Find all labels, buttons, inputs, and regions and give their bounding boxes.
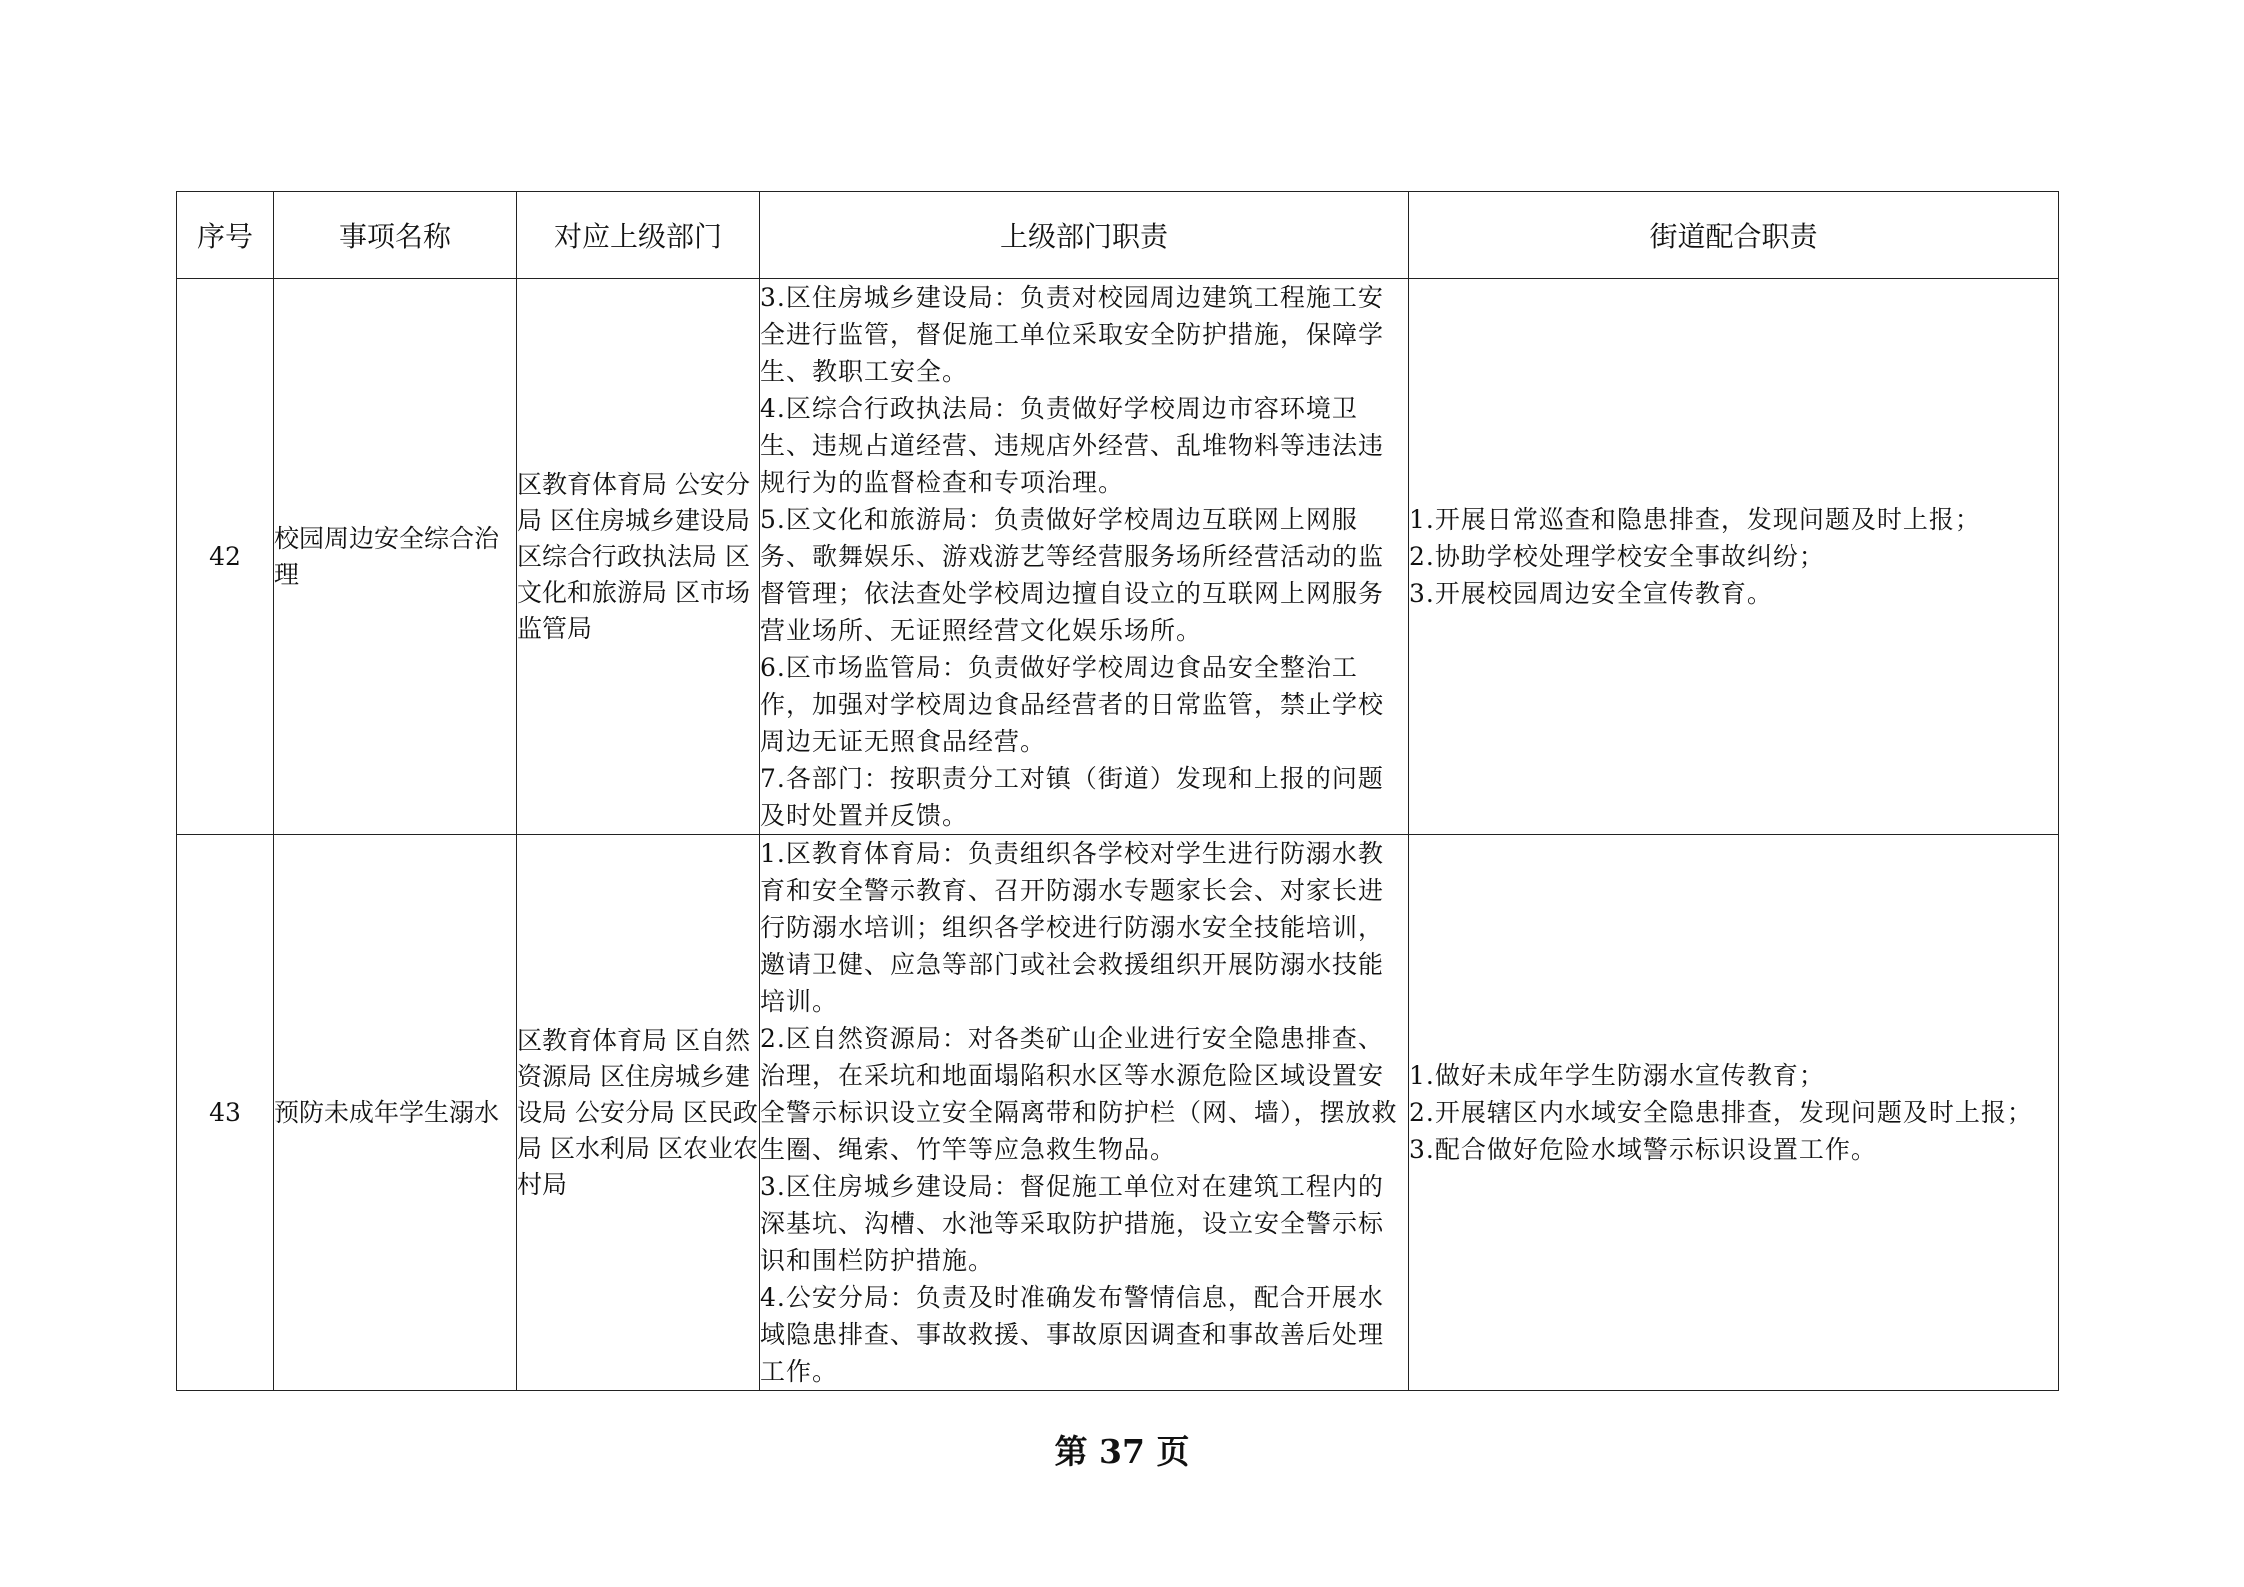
row-street-coop: 1.做好未成年学生防溺水宣传教育； 2.开展辖区内水域安全隐患排查，发现问题及时上报； 3.配合做好危险水域警示标识设置工作。 bbox=[1409, 835, 2059, 1391]
table-header-row bbox=[177, 192, 2059, 279]
row-item-name: 预防未成年学生溺水 bbox=[274, 835, 517, 1391]
row-superior-duty: 1.区教育体育局：负责组织各学校对学生进行防溺水教育和安全警示教育、召开防溺水专题家长会、对家长进行防溺水培训；组织各学校进行防溺水安全技能培训，邀请卫健、应急等部门或社会救援组织开展防溺水技能培训。 2.区自然资源局：对各类矿山企业进行安全隐患排查、治理，在采坑和地面塌陷积水区等水源危险区域设置安全警示标识设立安全隔离带和防护栏（网、墙），摆放救生圈、绳索、竹竿等应急救生物品。 3.区住房城乡建设局：督促施工单位对在建筑工程内的深基坑、沟槽、水池等采取防护措施，设立安全警示标识和围栏防护措施。 4.公安分局：负责及时准确发布警情信息，配合开展水域隐患排查、事故救援、事故原因调查和事故善后处理工作。 bbox=[760, 835, 1409, 1391]
row-superior-dept: 区教育体育局 公安分局 区住房城乡建设局 区综合行政执法局 区文化和旅游局 区市场监管局 bbox=[517, 279, 760, 835]
header-seq: 序号 bbox=[177, 192, 274, 279]
row-superior-duty: 3.区住房城乡建设局：负责对校园周边建筑工程施工安全进行监管，督促施工单位采取安全防护措施，保障学生、教职工安全。 4.区综合行政执法局：负责做好学校周边市容环境卫生、违规占道经营、违规店外经营、乱堆物料等违法违规行为的监督检查和专项治理。 5.区文化和旅游局：负责做好学校周边互联网上网服务、歌舞娱乐、游戏游艺等经营服务场所经营活动的监督管理；依法查处学校周边擅自设立的互联网上网服务营业场所、无证照经营文化娱乐场所。 6.区市场监管局：负责做好学校周边食品安全整治工作，加强对学校周边食品经营者的日常监管，禁止学校周边无证无照食品经营。 7.各部门：按职责分工对镇（街道）发现和上报的问题及时处置并反馈。 bbox=[760, 279, 1409, 835]
table-row bbox=[177, 835, 2059, 1391]
row-seq: 42 bbox=[177, 279, 274, 835]
row-superior-dept: 区教育体育局 区自然资源局 区住房城乡建设局 公安分局 区民政局 区水利局 区农业农村局 bbox=[517, 835, 760, 1391]
header-street-coop: 街道配合职责 bbox=[1409, 192, 2059, 279]
page-number: 第 37 页 bbox=[1054, 1432, 1190, 1471]
row-seq: 43 bbox=[177, 835, 274, 1391]
row-street-coop: 1.开展日常巡查和隐患排查，发现问题及时上报； 2.协助学校处理学校安全事故纠纷； 3.开展校园周边安全宣传教育。 bbox=[1409, 279, 2059, 835]
header-superior-duty: 上级部门职责 bbox=[760, 192, 1409, 279]
header-superior-dept: 对应上级部门 bbox=[517, 192, 760, 279]
row-item-name: 校园周边安全综合治理 bbox=[274, 279, 517, 835]
header-item-name: 事项名称 bbox=[274, 192, 517, 279]
duties-table bbox=[176, 191, 2059, 1391]
table-row bbox=[177, 279, 2059, 835]
